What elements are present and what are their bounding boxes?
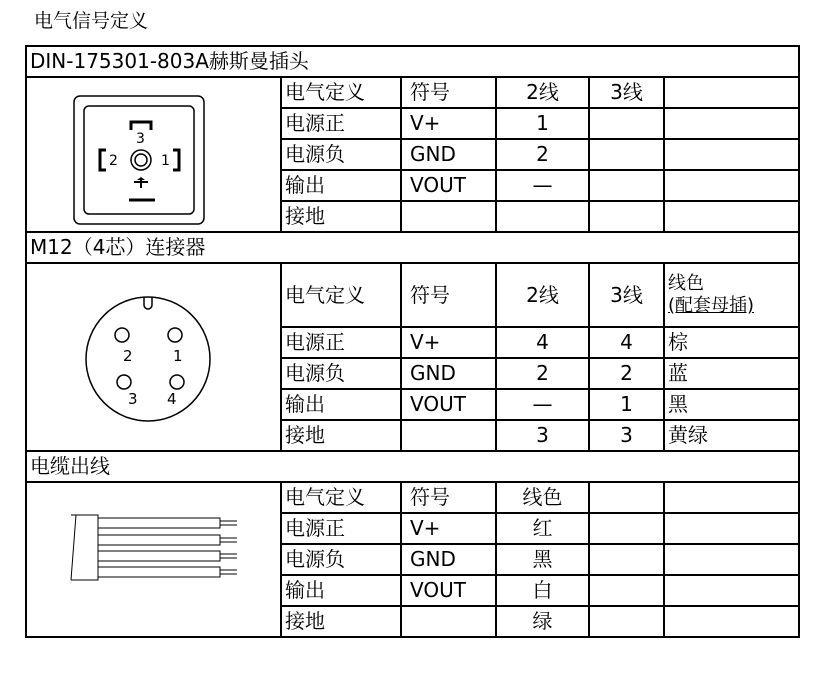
- header-cell: 2线: [496, 263, 589, 327]
- table-cell: 接地: [281, 606, 401, 637]
- table-cell: 棕: [664, 327, 799, 358]
- header-cell: 3线: [589, 263, 664, 327]
- section-header: DIN-175301-803A赫斯曼插头: [26, 46, 799, 77]
- table-cell: 2: [496, 358, 589, 389]
- table-cell: [589, 606, 664, 637]
- table-cell: [589, 544, 664, 575]
- table-cell: [589, 513, 664, 544]
- section-header: 电缆出线: [26, 451, 799, 482]
- table-cell: 电源负: [281, 544, 401, 575]
- table-cell: 绿: [496, 606, 589, 637]
- table-cell: 1: [589, 389, 664, 420]
- table-cell: 电源正: [281, 108, 401, 139]
- table-cell: 输出: [281, 575, 401, 606]
- table-cell: 接地: [281, 201, 401, 232]
- pin-label: 1: [173, 347, 183, 365]
- table-cell: 3: [589, 420, 664, 451]
- table-cell: [401, 201, 496, 232]
- header-cell: [664, 482, 799, 513]
- header-cell: 符号: [401, 263, 496, 327]
- header-cell: 电气定义: [281, 263, 401, 327]
- table-cell: VOUT: [401, 575, 496, 606]
- pin-2: 2: [109, 153, 118, 169]
- pin-1: 1: [161, 153, 170, 169]
- table-cell: 4: [496, 327, 589, 358]
- table-cell: 黑: [664, 389, 799, 420]
- table-cell: 4: [589, 327, 664, 358]
- table-cell: V+: [401, 108, 496, 139]
- table-cell: [589, 575, 664, 606]
- table-cell: 黑: [496, 544, 589, 575]
- table-cell: [664, 108, 799, 139]
- table-cell: 白: [496, 575, 589, 606]
- table-cell: 1: [496, 108, 589, 139]
- table-cell: [589, 170, 664, 201]
- table-cell: [589, 139, 664, 170]
- table-cell: 2: [496, 139, 589, 170]
- din-connector-diagram: [27, 78, 281, 232]
- table-cell: [664, 139, 799, 170]
- header-cell: [664, 77, 799, 108]
- table-cell: 接地: [281, 420, 401, 451]
- table-cell: 输出: [281, 170, 401, 201]
- table-cell: —: [496, 170, 589, 201]
- table-cell: VOUT: [401, 170, 496, 201]
- table-cell: V+: [401, 327, 496, 358]
- header-cell: 3线: [589, 77, 664, 108]
- connector-image: [26, 482, 281, 637]
- table-cell: 电源正: [281, 513, 401, 544]
- cable-diagram: [27, 483, 281, 637]
- table-cell: [664, 201, 799, 232]
- header-cell: 符号: [401, 77, 496, 108]
- table-cell: [401, 606, 496, 637]
- table-cell: VOUT: [401, 389, 496, 420]
- connector-image: [26, 77, 281, 232]
- table-cell: [664, 575, 799, 606]
- table-cell: 电源正: [281, 327, 401, 358]
- table-cell: 2: [589, 358, 664, 389]
- section-header: M12（4芯）连接器: [26, 232, 799, 263]
- page-title: 电气信号定义: [34, 10, 149, 32]
- table-cell: GND: [401, 139, 496, 170]
- header-cell: [589, 482, 664, 513]
- header-cell: 线色 (配套母插): [664, 263, 799, 327]
- pin-label: 3: [128, 390, 138, 408]
- table-cell: [664, 513, 799, 544]
- header-cell: 电气定义: [281, 482, 401, 513]
- header-cell: 2线: [496, 77, 589, 108]
- table-cell: 电源负: [281, 139, 401, 170]
- header-cell: 符号: [401, 482, 496, 513]
- table-cell: [664, 170, 799, 201]
- pin-label: 2: [123, 347, 133, 365]
- table-cell: V+: [401, 513, 496, 544]
- table-cell: 输出: [281, 389, 401, 420]
- header-cell: 电气定义: [281, 77, 401, 108]
- table-cell: GND: [401, 358, 496, 389]
- table-cell: [664, 544, 799, 575]
- table-cell: 电源负: [281, 358, 401, 389]
- table-cell: 蓝: [664, 358, 799, 389]
- table-cell: 黄绿: [664, 420, 799, 451]
- table-cell: GND: [401, 544, 496, 575]
- table-cell: [496, 201, 589, 232]
- table-cell: [589, 201, 664, 232]
- signal-definition-table: [25, 45, 800, 638]
- pin-3: 3: [136, 131, 145, 147]
- table-cell: [664, 606, 799, 637]
- pin-label: 4: [167, 390, 177, 408]
- header-cell: 线色: [496, 482, 589, 513]
- table-cell: [401, 420, 496, 451]
- connector-image: [26, 263, 281, 451]
- table-cell: [589, 108, 664, 139]
- m12-connector-diagram: [27, 264, 281, 451]
- table-cell: —: [496, 389, 589, 420]
- table-cell: 3: [496, 420, 589, 451]
- table-cell: 红: [496, 513, 589, 544]
